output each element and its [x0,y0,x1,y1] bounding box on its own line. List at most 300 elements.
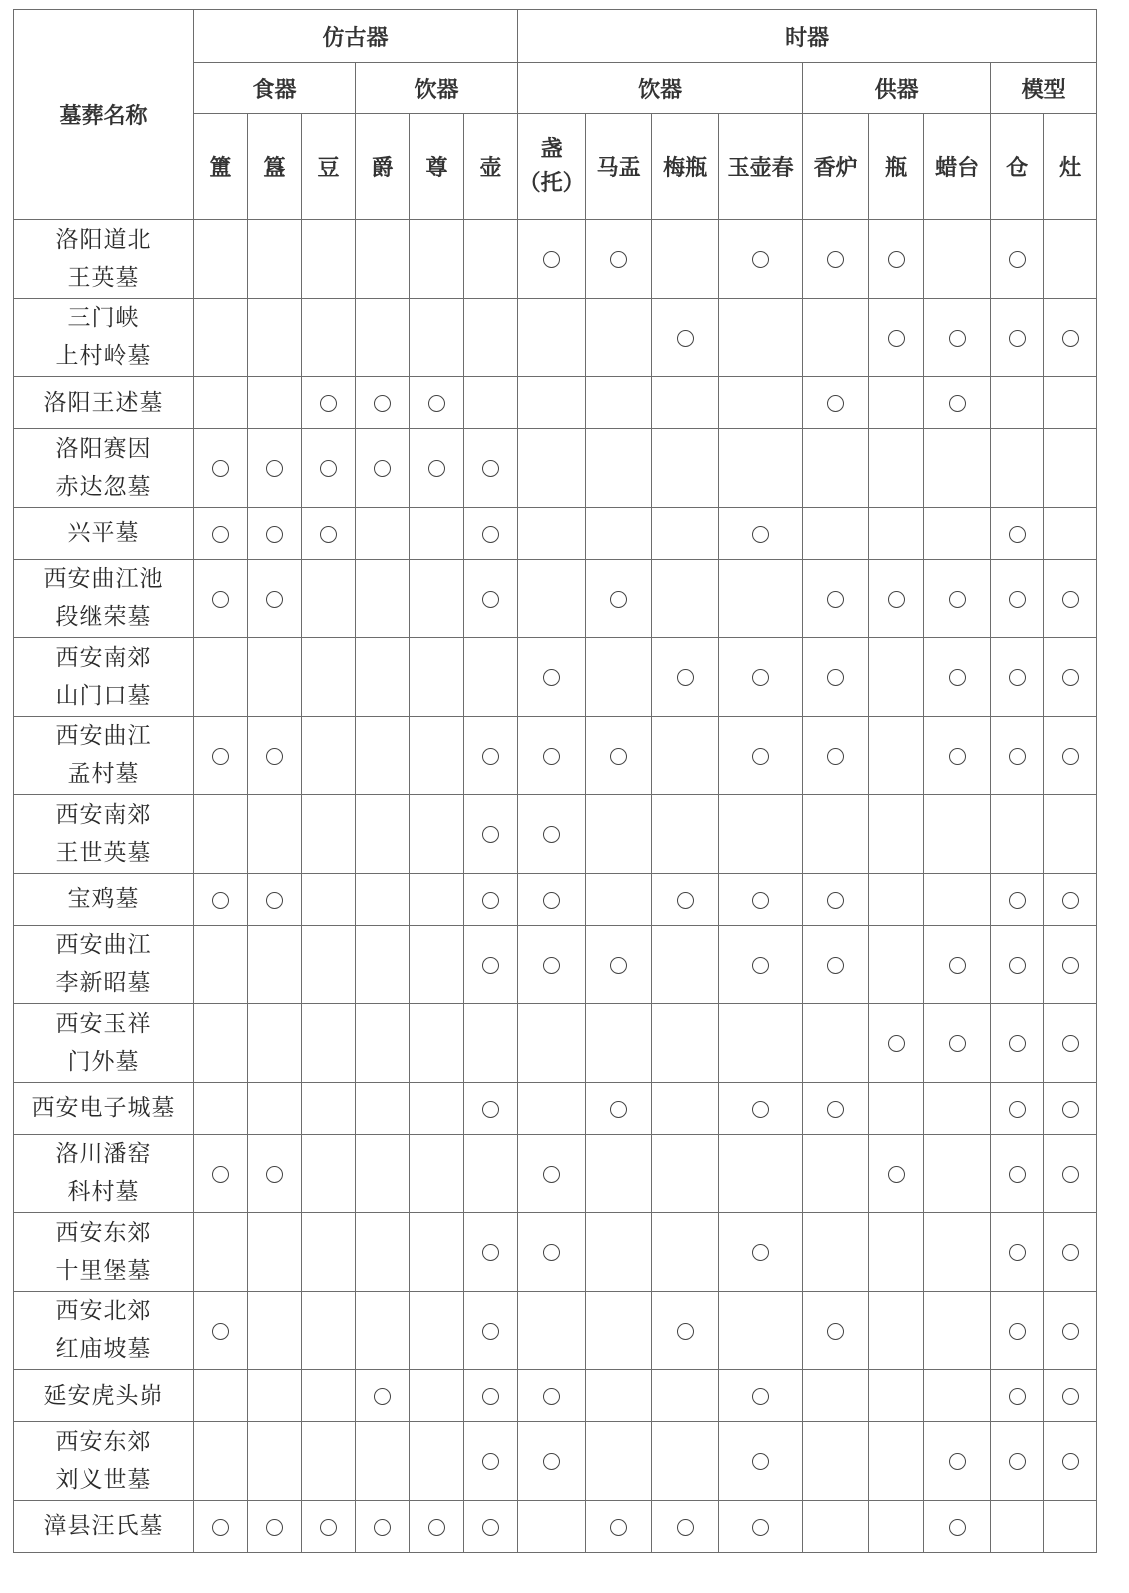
circle-mark-icon [1009,526,1026,543]
data-cell [518,638,586,717]
data-cell [991,377,1044,429]
data-cell [991,220,1044,299]
column-header: 香炉 [803,114,869,220]
data-cell [194,298,248,377]
data-cell [356,1291,410,1370]
circle-mark-icon [543,669,560,686]
data-cell [991,925,1044,1004]
circle-mark-icon [374,1519,391,1536]
tomb-name-line: 科村墓 [67,1179,140,1206]
circle-mark-icon [827,1101,844,1118]
table-row [14,1213,1097,1292]
data-cell [464,716,518,795]
data-cell [869,1291,924,1370]
circle-mark-icon [1009,892,1026,909]
data-cell [803,1213,869,1292]
data-cell [518,1082,586,1134]
data-cell [356,925,410,1004]
data-cell [410,1291,464,1370]
data-cell [924,220,991,299]
column-header [518,114,586,220]
circle-mark-icon [1009,1323,1026,1340]
subgroup-header-gongqi: 供器 [803,63,991,114]
circle-mark-icon [677,1323,694,1340]
data-cell [410,716,464,795]
data-cell [586,559,652,638]
data-cell [586,795,652,874]
tomb-name-line: 西安北郊 [55,1298,152,1325]
data-cell [869,559,924,638]
data-cell [586,1422,652,1501]
data-cell [194,716,248,795]
data-cell [803,716,869,795]
circle-mark-icon [543,1388,560,1405]
data-cell [803,1422,869,1501]
circle-mark-icon [266,1166,283,1183]
data-cell [719,716,803,795]
data-cell [652,377,719,429]
column-header: 梅瓶 [652,114,719,220]
tomb-name-line: 西安东郊 [55,1219,152,1246]
data-cell [869,507,924,559]
tomb-name-cell [14,795,194,874]
circle-mark-icon [266,460,283,477]
data-cell [410,1370,464,1422]
data-cell [410,220,464,299]
data-cell [194,1291,248,1370]
data-cell [586,507,652,559]
circle-mark-icon [827,251,844,268]
table-row [14,429,1097,508]
circle-mark-icon [827,892,844,909]
data-cell [464,1004,518,1083]
group-header-fanggu: 仿古器 [194,10,518,63]
data-cell [1044,377,1097,429]
circle-mark-icon [888,591,905,608]
data-cell [464,925,518,1004]
circle-mark-icon [1062,1323,1079,1340]
column-header-line: 盏 [540,136,563,162]
data-cell [924,795,991,874]
data-cell [924,559,991,638]
data-cell [356,220,410,299]
circle-mark-icon [752,1388,769,1405]
table-row [14,1422,1097,1501]
circle-mark-icon [752,1101,769,1118]
tomb-name-cell [14,1500,194,1552]
data-cell [991,1291,1044,1370]
tomb-name-cell [14,1422,194,1501]
data-cell [194,1134,248,1213]
data-cell [410,1213,464,1292]
data-cell [248,220,302,299]
circle-mark-icon [949,748,966,765]
circle-mark-icon [482,1323,499,1340]
data-cell [302,638,356,717]
table-row [14,298,1097,377]
circle-mark-icon [320,460,337,477]
tomb-name-line: 西安东郊 [55,1428,152,1455]
data-cell [924,716,991,795]
circle-mark-icon [428,395,445,412]
circle-mark-icon [752,1244,769,1261]
data-cell [719,1370,803,1422]
data-cell [356,795,410,874]
artifact-table [13,9,1097,1553]
data-cell [1044,429,1097,508]
circle-mark-icon [428,460,445,477]
circle-mark-icon [949,1035,966,1052]
tomb-name-cell [14,220,194,299]
data-cell [652,429,719,508]
column-header: 豆 [302,114,356,220]
circle-mark-icon [1062,591,1079,608]
table-row [14,716,1097,795]
data-cell [248,1082,302,1134]
column-header: 瓶 [869,114,924,220]
data-cell [1044,220,1097,299]
tomb-name-line: 洛阳赛因 [55,435,152,462]
circle-mark-icon [752,1453,769,1470]
circle-mark-icon [266,526,283,543]
data-cell [652,1500,719,1552]
circle-mark-icon [543,1244,560,1261]
data-cell [991,638,1044,717]
data-cell [652,1082,719,1134]
data-cell [518,298,586,377]
data-cell [991,716,1044,795]
circle-mark-icon [827,669,844,686]
data-cell [586,1213,652,1292]
data-cell [356,507,410,559]
circle-mark-icon [752,1519,769,1536]
data-cell [1044,638,1097,717]
data-cell [924,1500,991,1552]
tomb-name-line: 十里堡墓 [55,1257,152,1284]
circle-mark-icon [949,330,966,347]
data-cell [991,507,1044,559]
data-cell [356,1082,410,1134]
data-cell [869,873,924,925]
tomb-name-line: 段继荣墓 [55,604,152,631]
data-cell [302,1134,356,1213]
data-cell [869,1213,924,1292]
data-cell [1044,1291,1097,1370]
data-cell [194,1082,248,1134]
data-cell [652,220,719,299]
tomb-name-line: 西安曲江 [55,932,152,959]
circle-mark-icon [374,460,391,477]
data-cell [719,1082,803,1134]
circle-mark-icon [1009,1388,1026,1405]
data-cell [803,925,869,1004]
circle-mark-icon [320,395,337,412]
group-header-shiqi: 时器 [518,10,1097,63]
circle-mark-icon [543,251,560,268]
data-cell [652,507,719,559]
data-cell [194,559,248,638]
data-cell [652,1370,719,1422]
table-row [14,220,1097,299]
tomb-name-cell [14,1370,194,1422]
circle-mark-icon [212,1166,229,1183]
tomb-name-line: 王世英墓 [55,839,152,866]
circle-mark-icon [888,330,905,347]
subgroup-header-food: 食器 [194,63,356,114]
data-cell [719,1213,803,1292]
circle-mark-icon [1009,669,1026,686]
data-cell [803,1134,869,1213]
tomb-name-line: 漳县汪氏墓 [43,1513,164,1539]
data-cell [803,298,869,377]
data-cell [302,1291,356,1370]
data-cell [410,377,464,429]
data-cell [586,873,652,925]
data-cell [991,1082,1044,1134]
column-header: 爵 [356,114,410,220]
data-cell [248,1370,302,1422]
data-cell [464,559,518,638]
circle-mark-icon [888,251,905,268]
data-cell [991,1422,1044,1501]
data-cell [248,873,302,925]
data-cell [302,429,356,508]
data-cell [410,1134,464,1213]
circle-mark-icon [1062,1388,1079,1405]
tomb-name-line: 西安曲江池 [43,566,164,593]
data-cell [464,638,518,717]
data-cell [991,873,1044,925]
data-cell [410,925,464,1004]
data-cell [302,795,356,874]
column-header: 灶 [1044,114,1097,220]
data-cell [410,1500,464,1552]
tomb-name-line: 兴平墓 [67,520,140,546]
data-cell [924,1082,991,1134]
table-row [14,795,1097,874]
data-cell [586,716,652,795]
circle-mark-icon [827,748,844,765]
table-row [14,1134,1097,1213]
data-cell [302,559,356,638]
circle-mark-icon [610,1519,627,1536]
data-cell [302,1082,356,1134]
data-cell [194,873,248,925]
tomb-name-line: 洛阳王述墓 [43,389,164,416]
data-cell [464,298,518,377]
circle-mark-icon [212,892,229,909]
data-cell [1044,925,1097,1004]
circle-mark-icon [212,591,229,608]
data-cell [248,1213,302,1292]
data-cell [586,1500,652,1552]
data-cell [194,1422,248,1501]
circle-mark-icon [482,460,499,477]
data-cell [248,559,302,638]
data-cell [356,1500,410,1552]
data-cell [586,429,652,508]
circle-mark-icon [482,591,499,608]
data-cell [803,507,869,559]
data-cell [719,507,803,559]
data-cell [356,1370,410,1422]
data-cell [1044,1134,1097,1213]
data-cell [719,1004,803,1083]
data-cell [518,429,586,508]
tomb-name-cell [14,1213,194,1292]
data-cell [410,559,464,638]
data-cell [248,1291,302,1370]
data-cell [719,377,803,429]
data-cell [410,795,464,874]
data-cell [248,377,302,429]
data-cell [586,377,652,429]
tomb-name-line: 西安电子城墓 [31,1095,176,1121]
circle-mark-icon [482,1101,499,1118]
circle-mark-icon [374,395,391,412]
column-header-line: （托） [518,170,585,196]
data-cell [464,1134,518,1213]
data-cell [924,925,991,1004]
table-body [14,220,1097,1553]
data-cell [248,298,302,377]
data-cell [652,1134,719,1213]
data-cell [410,298,464,377]
circle-mark-icon [482,826,499,843]
circle-mark-icon [1009,330,1026,347]
data-cell [991,1213,1044,1292]
table-header [14,10,1097,220]
circle-mark-icon [543,826,560,843]
data-cell [1044,507,1097,559]
table-row [14,1500,1097,1552]
data-cell [248,1004,302,1083]
data-cell [1044,1004,1097,1083]
data-cell [924,1004,991,1083]
data-cell [719,429,803,508]
data-cell [194,1004,248,1083]
data-cell [1044,795,1097,874]
data-cell [464,377,518,429]
data-cell [803,873,869,925]
circle-mark-icon [1062,1166,1079,1183]
tomb-name-header: 墓葬名称 [14,10,194,220]
data-cell [924,1370,991,1422]
data-cell [869,925,924,1004]
data-cell [991,429,1044,508]
circle-mark-icon [949,395,966,412]
data-cell [302,1004,356,1083]
data-cell [719,1422,803,1501]
data-cell [803,795,869,874]
circle-mark-icon [482,957,499,974]
data-cell [652,638,719,717]
tomb-name-cell [14,716,194,795]
circle-mark-icon [752,526,769,543]
circle-mark-icon [320,1519,337,1536]
data-cell [719,298,803,377]
circle-mark-icon [1009,748,1026,765]
data-cell [410,638,464,717]
column-header: 蜡台 [924,114,991,220]
data-cell [869,220,924,299]
data-cell [652,925,719,1004]
circle-mark-icon [677,892,694,909]
data-cell [991,298,1044,377]
data-cell [194,638,248,717]
data-cell [719,638,803,717]
table-row [14,559,1097,638]
subgroup-header-drink-fanggu: 饮器 [356,63,518,114]
data-cell [869,1082,924,1134]
tomb-name-cell [14,507,194,559]
data-cell [464,873,518,925]
circle-mark-icon [752,669,769,686]
data-cell [248,1422,302,1501]
data-cell [924,1422,991,1501]
circle-mark-icon [212,1323,229,1340]
circle-mark-icon [1009,1244,1026,1261]
circle-mark-icon [543,957,560,974]
circle-mark-icon [610,957,627,974]
circle-mark-icon [266,591,283,608]
data-cell [1044,873,1097,925]
column-header: 马盂 [586,114,652,220]
circle-mark-icon [482,1453,499,1470]
column-header: 玉壶春 [719,114,803,220]
circle-mark-icon [320,526,337,543]
data-cell [869,1422,924,1501]
tomb-name-line: 西安南郊 [55,644,152,671]
data-cell [1044,1082,1097,1134]
tomb-name-line: 孟村墓 [67,761,140,788]
data-cell [518,716,586,795]
circle-mark-icon [888,1166,905,1183]
circle-mark-icon [610,251,627,268]
circle-mark-icon [888,1035,905,1052]
tomb-name-line: 山门口墓 [55,682,152,709]
data-cell [719,1134,803,1213]
table-row [14,1370,1097,1422]
data-cell [518,377,586,429]
data-cell [869,1004,924,1083]
data-cell [518,1004,586,1083]
data-cell [869,298,924,377]
circle-mark-icon [1062,1035,1079,1052]
subgroup-header-drink-shiqi: 饮器 [518,63,803,114]
circle-mark-icon [752,892,769,909]
data-cell [924,1291,991,1370]
data-cell [869,1370,924,1422]
circle-mark-icon [752,748,769,765]
circle-mark-icon [482,1519,499,1536]
data-cell [410,873,464,925]
circle-mark-icon [1009,1101,1026,1118]
data-cell [719,559,803,638]
tomb-name-line: 刘义世墓 [55,1466,152,1493]
tomb-name-line: 西安玉祥 [55,1010,152,1037]
data-cell [586,638,652,717]
data-cell [464,429,518,508]
data-cell [652,559,719,638]
data-cell [194,795,248,874]
table-row [14,638,1097,717]
data-cell [302,1500,356,1552]
circle-mark-icon [1009,1166,1026,1183]
circle-mark-icon [610,748,627,765]
data-cell [194,1500,248,1552]
circle-mark-icon [827,395,844,412]
